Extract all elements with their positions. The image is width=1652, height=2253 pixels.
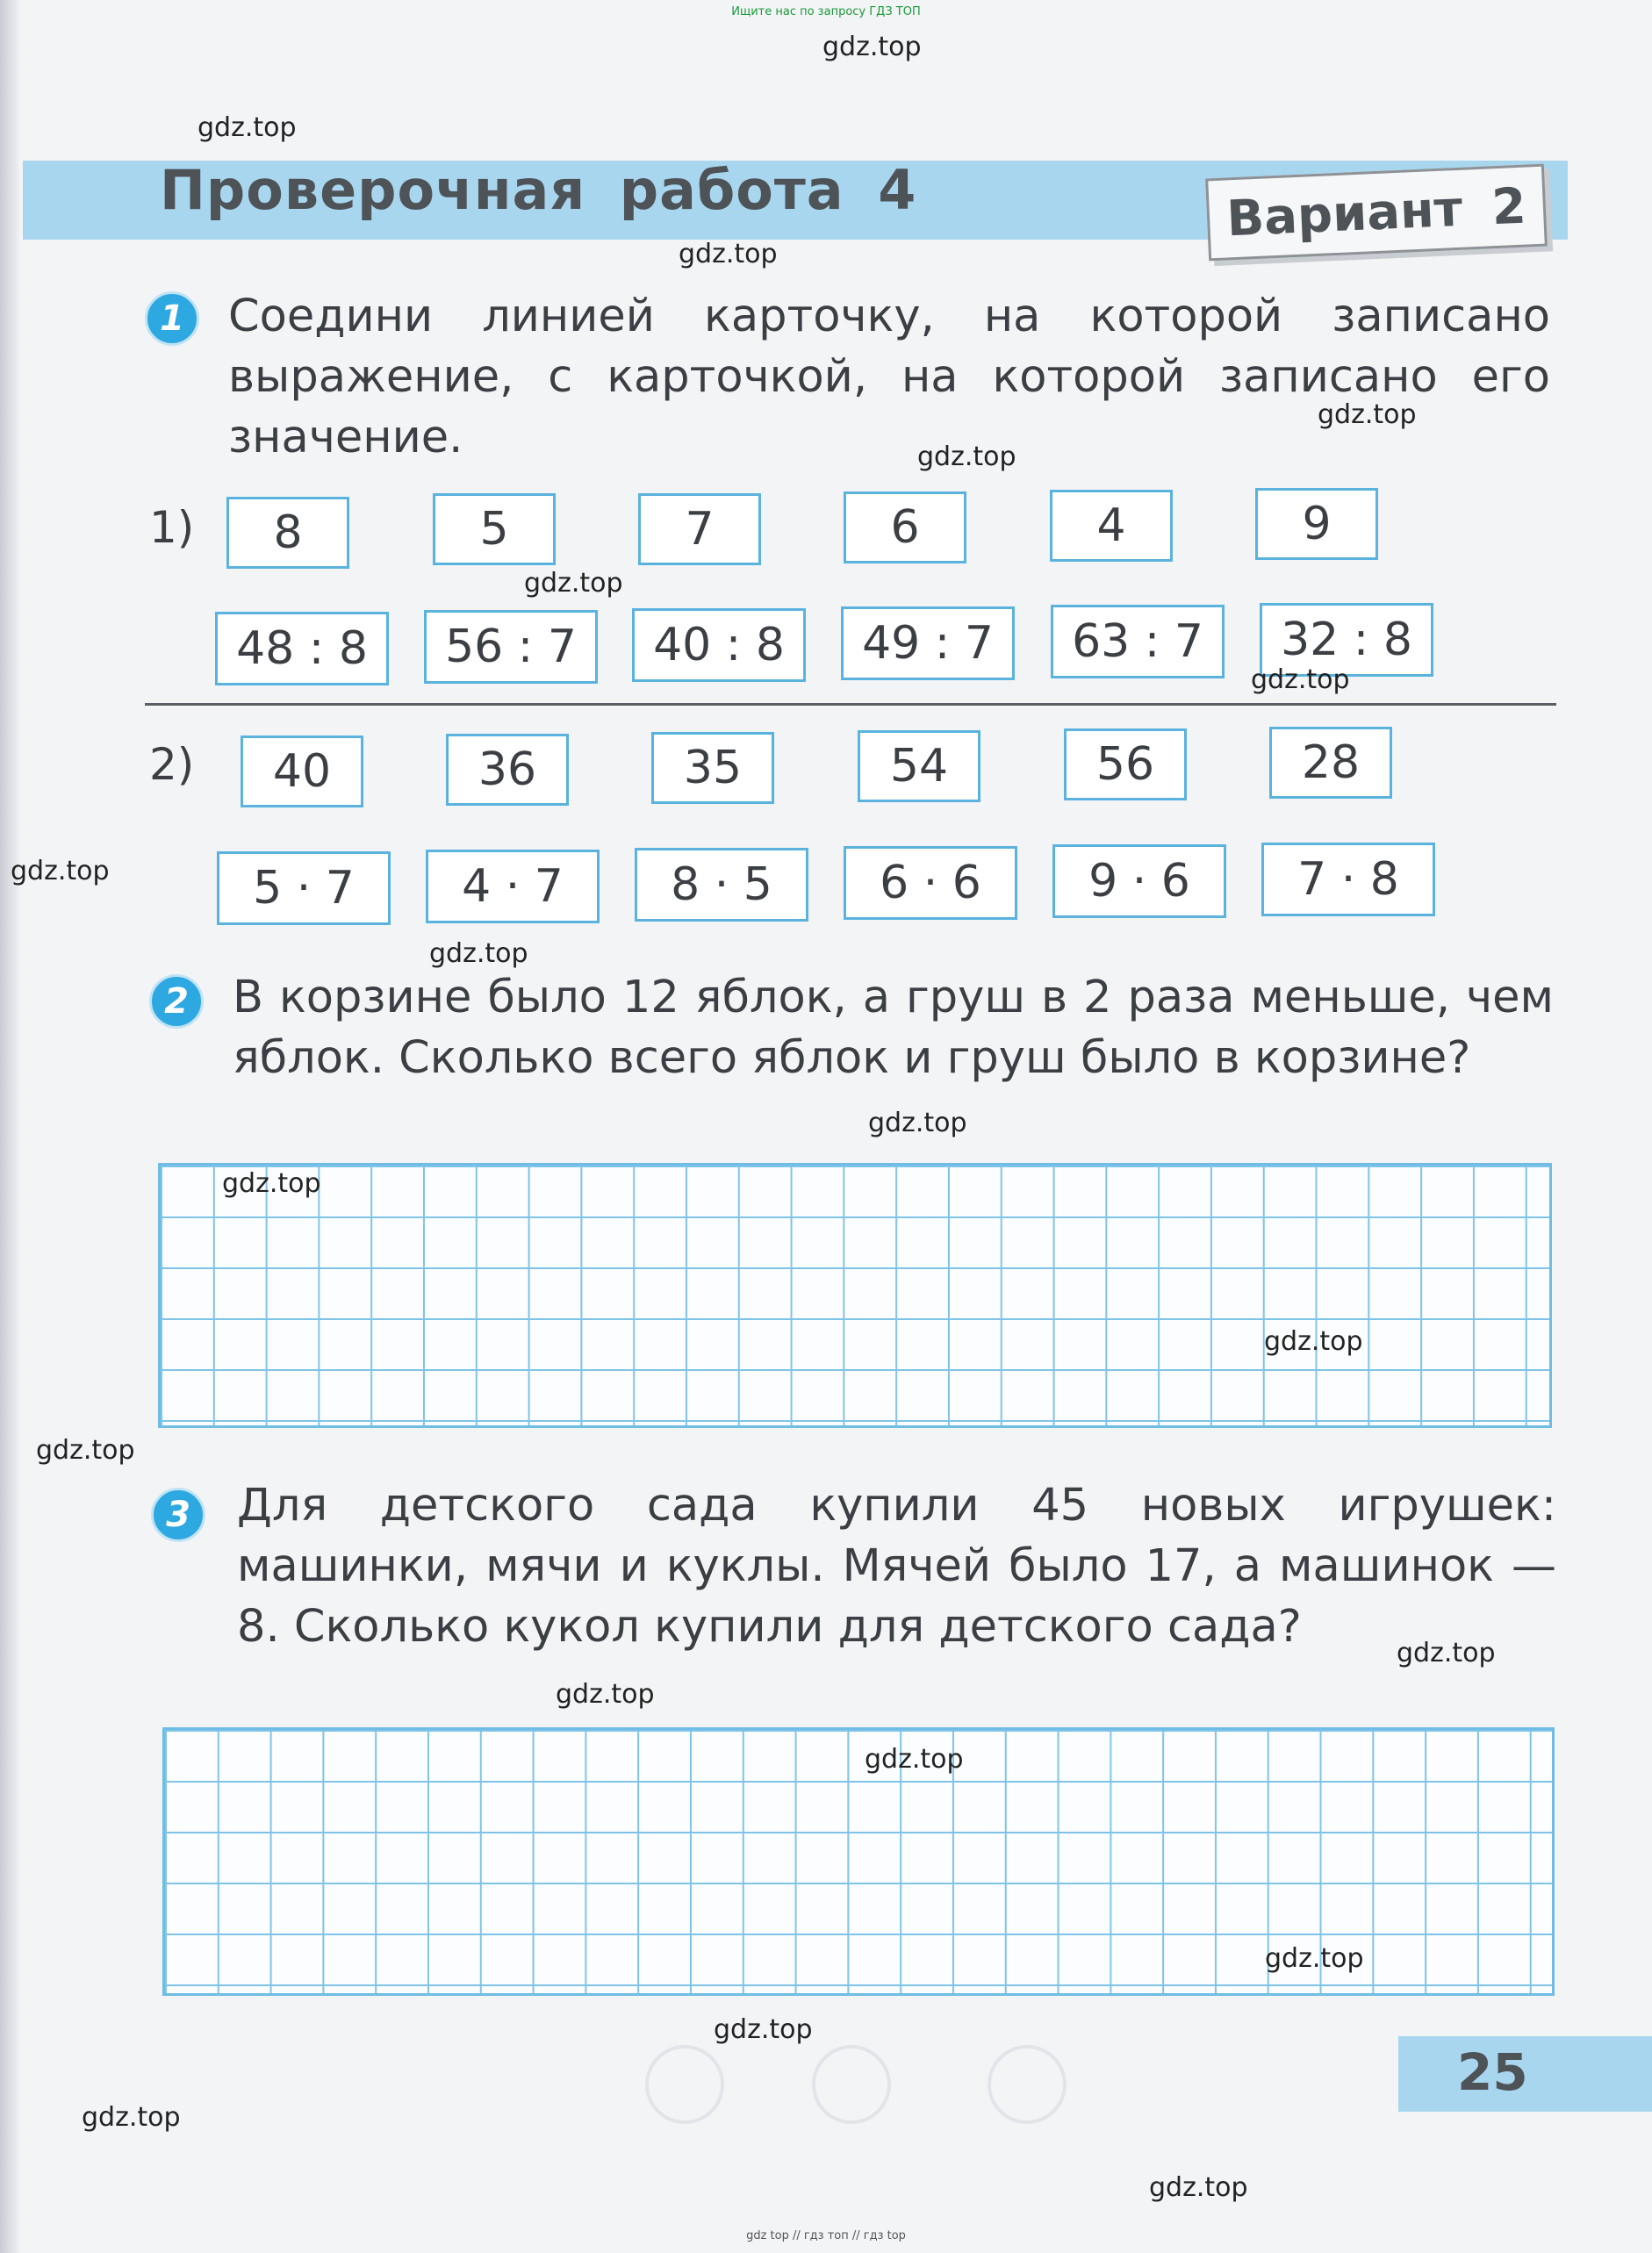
watermark: gdz.top xyxy=(82,2102,181,2133)
task-3-text: Для детского сада купили 45 новых игрушек: машинки, мячи и куклы. Мячей было 17, а машинок — 8. Сколько кукол купили для детского сада? xyxy=(237,1480,1556,1653)
expression-card[interactable]: 4 · 7 xyxy=(426,850,600,923)
value-card[interactable]: 35 xyxy=(651,732,774,804)
happy-face-icon[interactable] xyxy=(988,2045,1067,2124)
page-title: Проверочная работа 4 xyxy=(160,158,917,222)
watermark: gdz.top xyxy=(198,112,297,143)
value-card[interactable]: 6 xyxy=(844,491,966,563)
watermark: gdz.top xyxy=(917,441,1016,472)
expression-card[interactable]: 9 · 6 xyxy=(1052,844,1226,918)
watermark: gdz.top xyxy=(1251,664,1350,695)
expression-card[interactable]: 7 · 8 xyxy=(1261,843,1435,916)
task-2-number-badge: 2 xyxy=(149,974,204,1029)
watermark: gdz.top xyxy=(524,568,623,599)
value-card[interactable]: 40 xyxy=(241,735,363,807)
task-3-number-badge: 3 xyxy=(151,1488,205,1542)
expression-card[interactable]: 5 · 7 xyxy=(217,851,391,925)
value-card[interactable]: 54 xyxy=(858,730,980,802)
expression-card[interactable]: 32 : 8 xyxy=(1260,603,1433,677)
watermark: gdz.top xyxy=(679,239,778,269)
expression-card[interactable]: 49 : 7 xyxy=(841,606,1015,680)
value-card[interactable]: 4 xyxy=(1050,490,1173,562)
row-divider xyxy=(145,703,1556,706)
neutral-face-icon[interactable] xyxy=(812,2045,891,2124)
expression-card[interactable]: 6 · 6 xyxy=(844,846,1017,920)
value-card[interactable]: 36 xyxy=(446,734,569,806)
value-card[interactable]: 56 xyxy=(1064,728,1187,800)
watermark: gdz.top xyxy=(1264,1326,1363,1357)
book-spine-shadow xyxy=(0,0,19,2253)
value-card[interactable]: 9 xyxy=(1255,488,1378,560)
watermark: gdz.top xyxy=(714,2014,813,2045)
task-1-number-badge: 1 xyxy=(145,291,199,346)
watermark: gdz.top xyxy=(822,32,922,62)
watermark: gdz.top xyxy=(556,1679,655,1710)
expression-card[interactable]: 8 · 5 xyxy=(635,848,808,922)
watermark: gdz.top xyxy=(11,856,110,886)
expression-card[interactable]: 63 : 7 xyxy=(1051,605,1225,678)
watermark: gdz.top xyxy=(1318,399,1417,430)
value-card[interactable]: 7 xyxy=(638,493,761,565)
watermark: gdz.top xyxy=(1397,1638,1496,1668)
expression-card[interactable]: 56 : 7 xyxy=(424,610,598,684)
watermark: gdz.top xyxy=(868,1108,967,1138)
task-2-answer-grid[interactable] xyxy=(158,1163,1552,1428)
value-card[interactable]: 8 xyxy=(226,497,349,569)
task-1-row-2-label: 2) xyxy=(149,739,195,790)
variant-label: Вариант 2 xyxy=(1205,164,1548,262)
expression-card[interactable]: 40 : 8 xyxy=(632,608,806,682)
watermark: gdz.top xyxy=(1265,1943,1364,1974)
top-note: Ищите нас по запросу ГДЗ ТОП xyxy=(731,5,921,18)
page-number: 25 xyxy=(1457,2042,1528,2102)
value-card[interactable]: 5 xyxy=(433,493,556,565)
task-2-text: В корзине было 12 яблок, а груш в 2 раза меньше, чем яблок. Сколько всего яблок и груш было в корзине? xyxy=(233,972,1554,1084)
bottom-note: gdz top // гдз топ // гдз top xyxy=(746,2229,906,2242)
expression-card[interactable]: 48 : 8 xyxy=(215,612,389,685)
watermark: gdz.top xyxy=(429,938,528,969)
task-1-row-1-label: 1) xyxy=(149,502,195,553)
watermark: gdz.top xyxy=(865,1744,964,1775)
watermark: gdz.top xyxy=(1149,2172,1248,2203)
value-card[interactable]: 28 xyxy=(1269,727,1392,799)
task-1-text: Соедини линией карточку, на которой записано выражение, с карточкой, на которой записано его значение. xyxy=(228,291,1550,463)
watermark: gdz.top xyxy=(36,1435,135,1466)
watermark: gdz.top xyxy=(222,1168,321,1199)
sad-face-icon[interactable] xyxy=(645,2045,724,2124)
